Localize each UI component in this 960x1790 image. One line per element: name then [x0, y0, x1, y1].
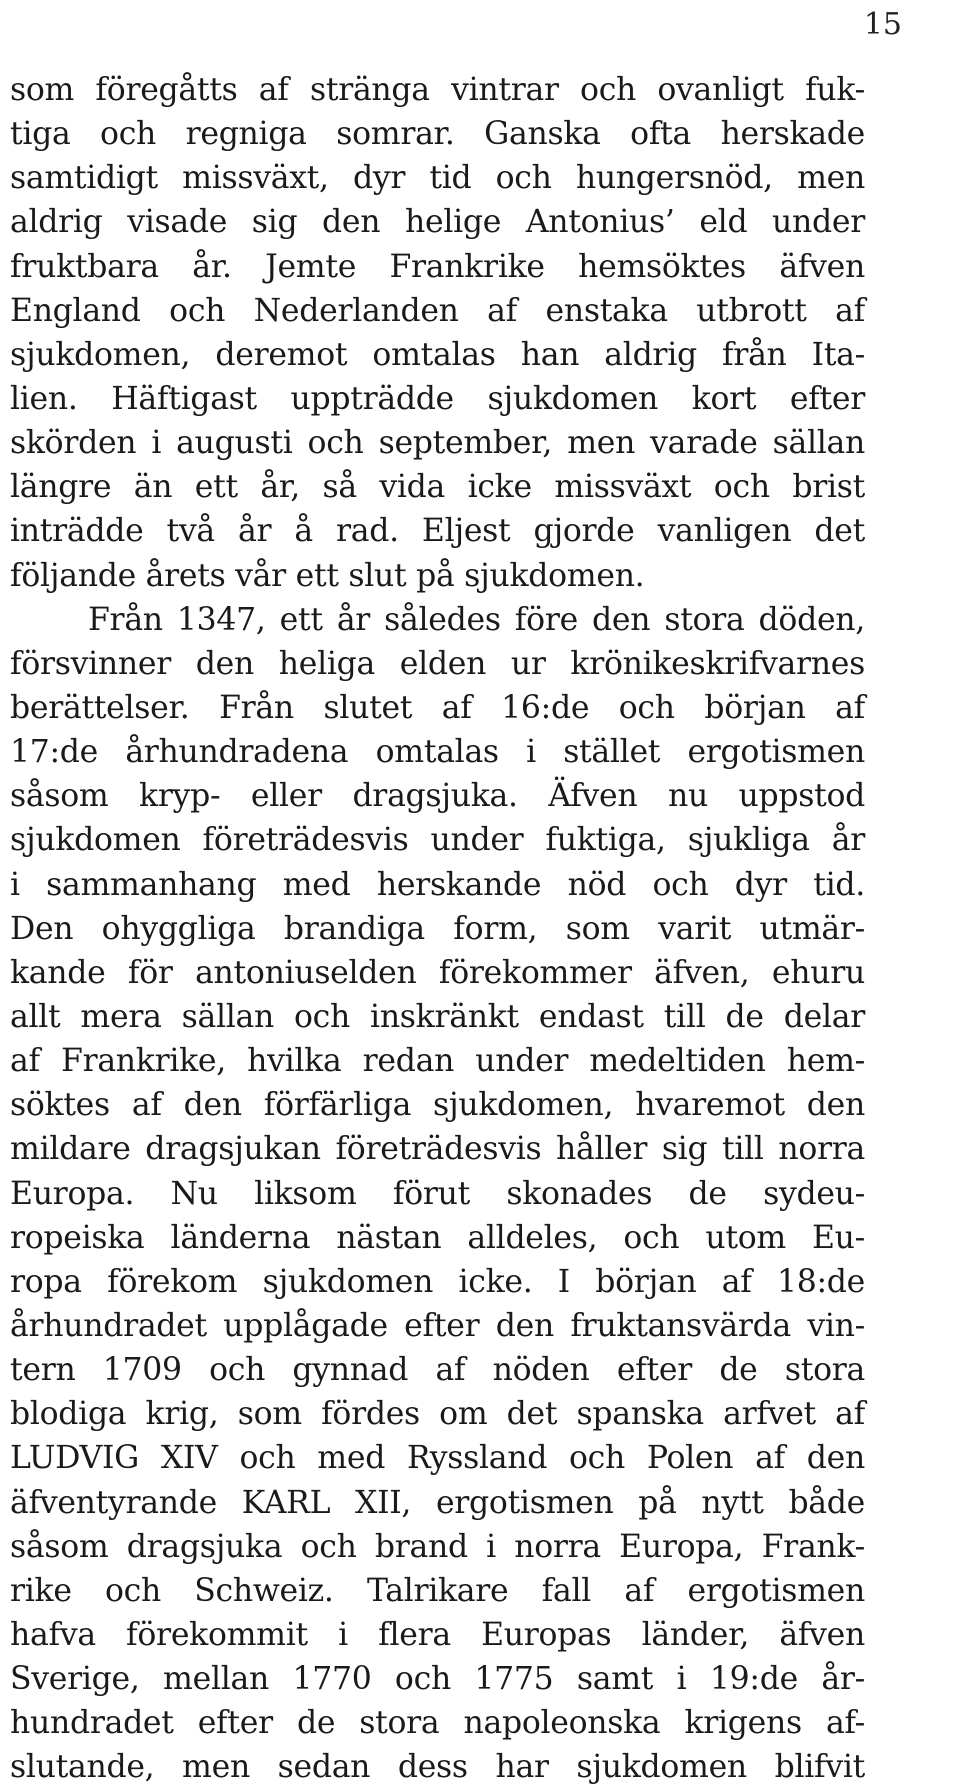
- text-line: ropa förekom sjukdomen icke. I början af 18:de: [10, 1263, 865, 1300]
- text-line: skörden i augusti och september, men varade sällan: [10, 425, 865, 462]
- text-line: sjukdomen företrädesvis under fuktiga, sjukliga år: [10, 822, 865, 859]
- text-line: Sverige, mellan 1770 och 1775 samt i 19:de år-: [10, 1661, 865, 1698]
- text-line: tiga och regniga somrar. Ganska ofta herskade: [10, 116, 865, 153]
- text-line: England och Nederlanden af enstaka utbrott af: [10, 292, 865, 329]
- text-line: mildare dragsjukan företrädesvis håller sig till norra: [10, 1131, 865, 1168]
- text-line: århundradet upplågade efter den fruktansvärda vin-: [10, 1307, 865, 1344]
- text-line: lien. Häftigast uppträdde sjukdomen kort efter: [10, 380, 865, 417]
- text-line: Den ohyggliga brandiga form, som varit utmär-: [10, 910, 865, 947]
- text-line: kande för antoniuselden förekommer äfven, ehuru: [10, 954, 865, 991]
- text-line: fruktbara år. Jemte Frankrike hemsöktes äfven: [10, 248, 865, 285]
- text-line: som föregåtts af stränga vintrar och ovanligt fuk-: [10, 72, 865, 108]
- text-line: allt mera sällan och inskränkt endast till de delar: [10, 998, 865, 1035]
- text-line: hundradet efter de stora napoleonska krigens af-: [10, 1705, 865, 1742]
- text-line: ropeiska länderna nästan alldeles, och utom Eu-: [10, 1219, 865, 1256]
- text-line: sjukdomen, deremot omtalas han aldrig från Ita-: [10, 336, 865, 373]
- text-line: tern 1709 och gynnad af nöden efter de stora: [10, 1352, 865, 1389]
- text-line: LUDVIG XIV och med Ryssland och Polen af den: [10, 1440, 865, 1477]
- text-line: af Frankrike, hvilka redan under medeltiden hem-: [10, 1043, 865, 1080]
- text-line-paragraph-start: Från 1347, ett år således före den stora döden,: [88, 601, 865, 638]
- text-line: samtidigt missväxt, dyr tid och hungersnöd, men: [10, 160, 865, 197]
- text-line: hafva förekommit i flera Europas länder, äfven: [10, 1616, 865, 1653]
- text-line: berättelser. Från slutet af 16:de och början af: [10, 689, 865, 726]
- text-line: inträdde två år å rad. Eljest gjorde vanligen det: [10, 513, 865, 550]
- text-line: äfventyrande KARL XII, ergotismen på nytt både: [10, 1484, 865, 1521]
- text-line: i sammanhang med herskande nöd och dyr tid.: [10, 866, 865, 903]
- body-text: [10, 68, 865, 1789]
- text-line: aldrig visade sig den helige Antonius’ eld under: [10, 204, 865, 241]
- text-line: 17:de århundradena omtalas i stället ergotismen: [10, 734, 865, 771]
- text-line: slutande, men sedan dess har sjukdomen blifvit: [10, 1749, 865, 1786]
- text-line: blodiga krig, som fördes om det spanska arfvet af: [10, 1396, 865, 1433]
- text-line: Europa. Nu liksom förut skonades de sydeu-: [10, 1175, 865, 1212]
- text-line: såsom dragsjuka och brand i norra Europa, Frank-: [10, 1528, 865, 1565]
- text-line-paragraph-end: följande årets vår ett slut på sjukdomen.: [10, 557, 645, 594]
- text-line: söktes af den förfärliga sjukdomen, hvaremot den: [10, 1087, 865, 1124]
- text-line: längre än ett år, så vida icke missväxt och brist: [10, 469, 865, 506]
- text-line: försvinner den heliga elden ur krönikeskrifvarnes: [10, 645, 865, 682]
- page-number: 15: [863, 7, 902, 42]
- text-line: såsom kryp- eller dragsjuka. Äfven nu uppstod: [10, 778, 865, 815]
- text-line: rike och Schweiz. Talrikare fall af ergotismen: [10, 1572, 865, 1609]
